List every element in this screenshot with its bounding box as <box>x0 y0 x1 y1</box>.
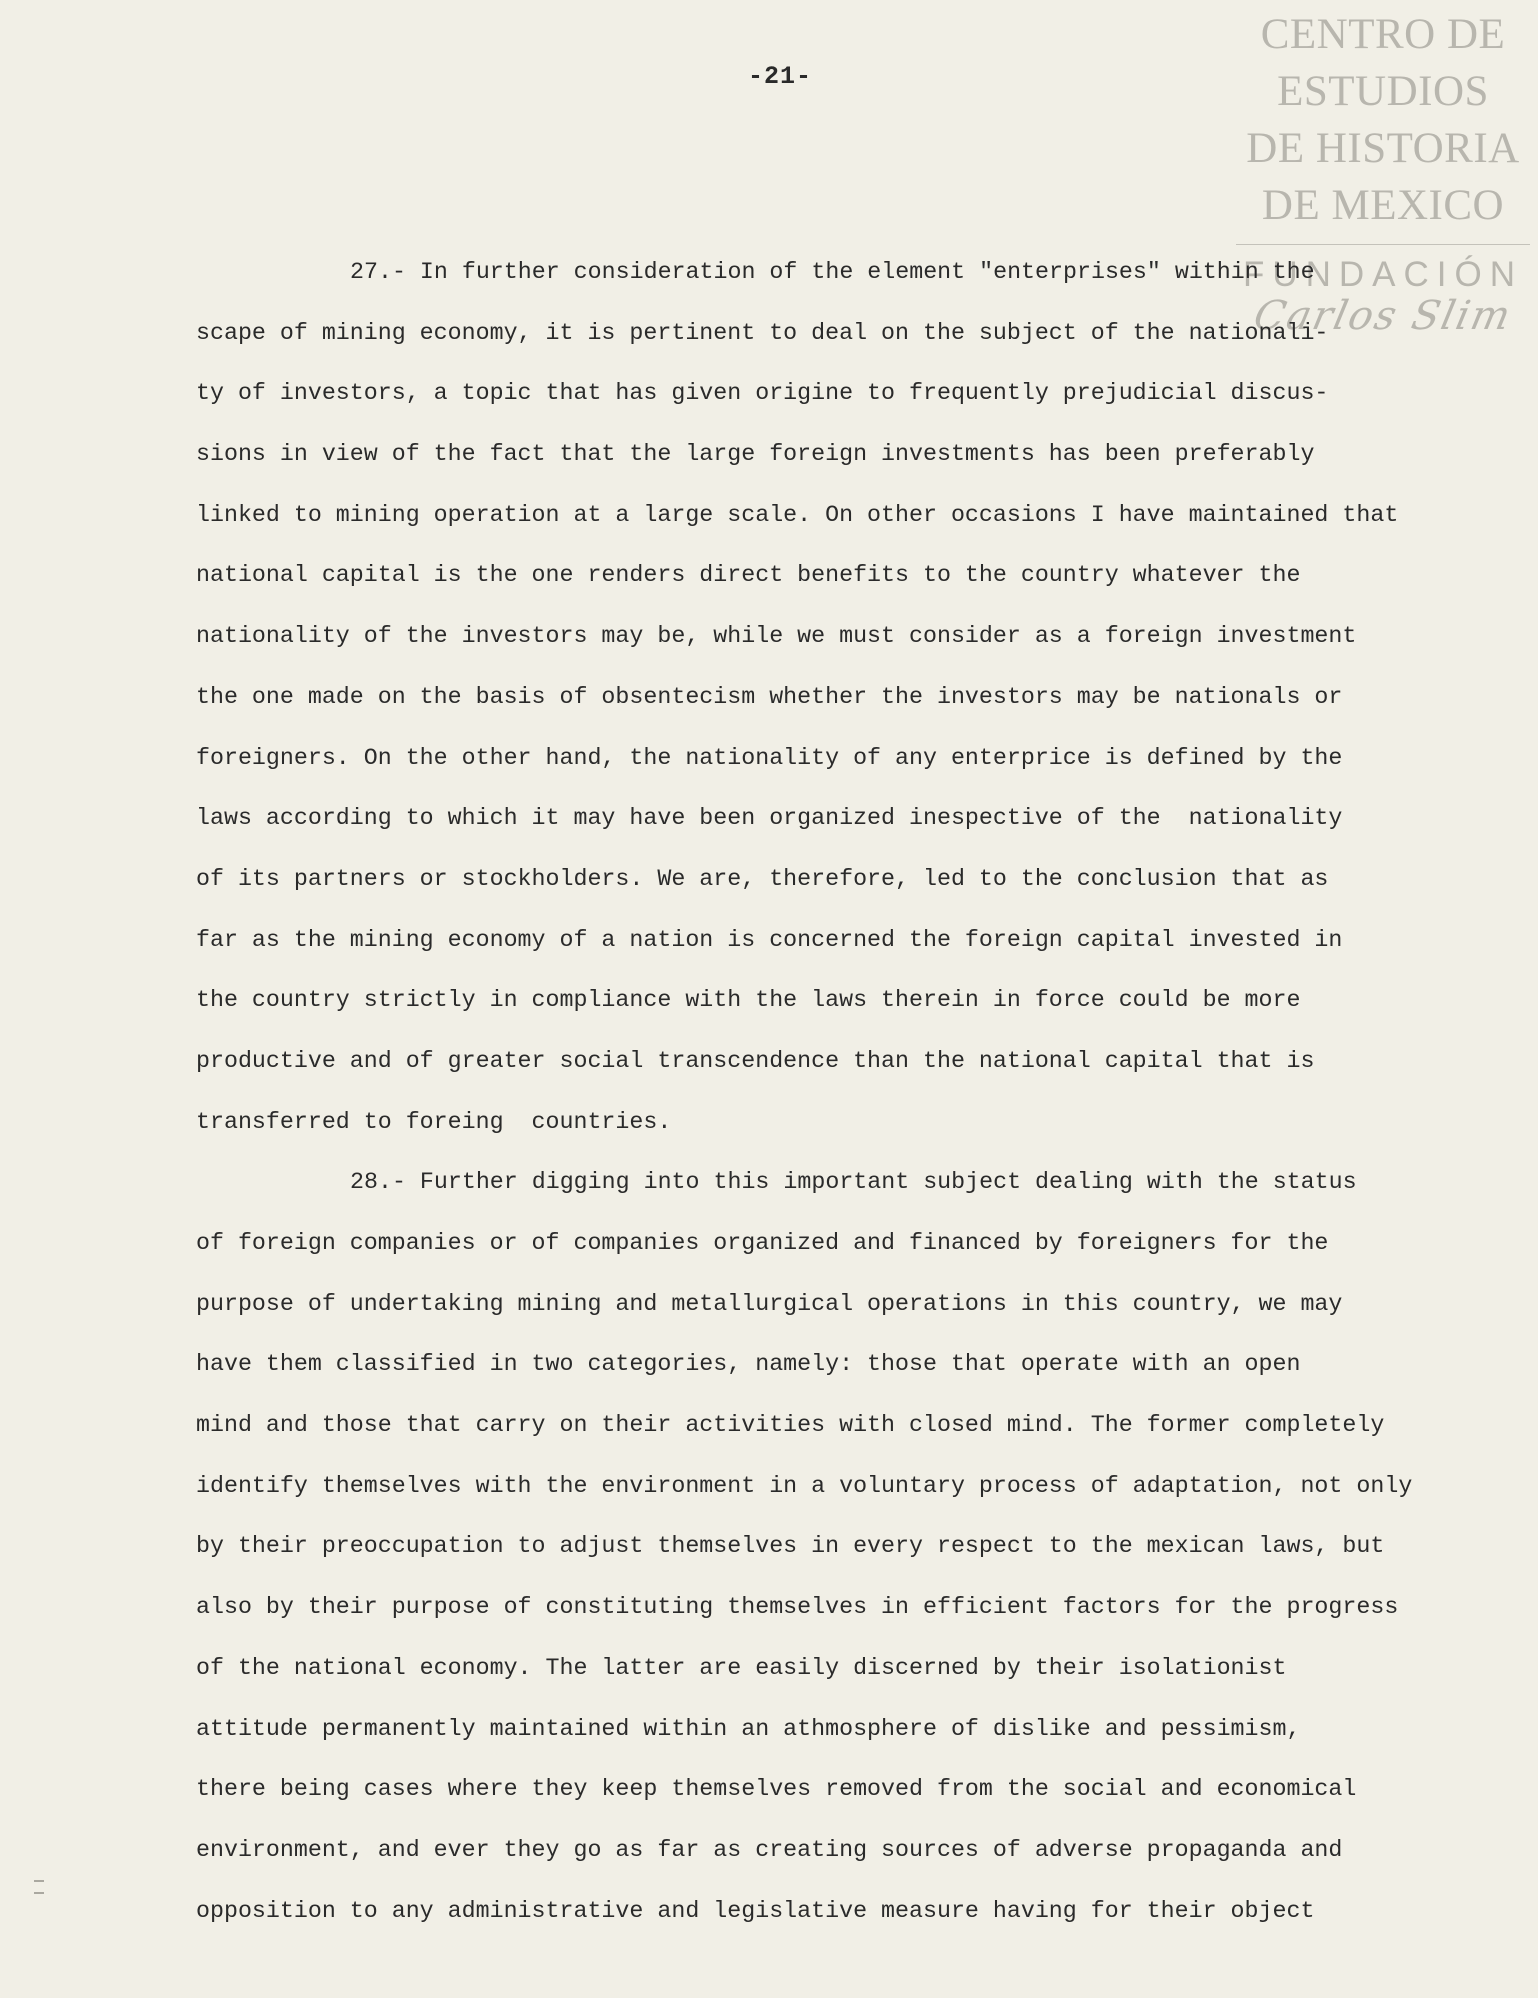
paragraph-27-line: ty of investors, a topic that has given origine to frequently prejudicial discus- <box>196 380 1329 407</box>
paragraph-28-line: opposition to any administrative and legislative measure having for their object <box>196 1897 1315 1924</box>
document-body <box>196 242 1536 1941</box>
margin-scan-marks <box>34 1880 44 1920</box>
paragraph-28-line: of foreign companies or of companies organized and financed by foreigners for the <box>196 1230 1329 1256</box>
paragraph-27-line: the country strictly in compliance with the laws therein in force could be more <box>196 987 1301 1014</box>
watermark-line: DE HISTORIA <box>1246 125 1520 172</box>
paragraph-27-line: productive and of greater social transcendence than the national capital that is <box>196 1047 1315 1074</box>
paragraph-27-line: foreigners. On the other hand, the nationality of any enterprice is defined by the <box>196 744 1343 771</box>
paragraph-28-line: by their preoccupation to adjust themselves in every respect to the mexican laws, but <box>196 1533 1385 1560</box>
paragraph-27-line: of its partners or stockholders. We are, therefore, led to the conclusion that as <box>196 865 1329 892</box>
paragraph-28-line: 28.- Further digging into this important subject dealing with the status <box>350 1169 1357 1196</box>
paragraph-27-line: the one made on the basis of obsentecism whether the investors may be nationals or <box>196 683 1343 710</box>
paragraph-28-line: purpose of undertaking mining and metallurgical operations in this country, we may <box>196 1290 1343 1317</box>
paragraph-28-line: of the national economy. The latter are easily discerned by their isolationist <box>196 1654 1287 1681</box>
paragraph-27-line: nationality of the investors may be, while we must consider as a foreign investment <box>196 623 1357 650</box>
watermark-signature: Carlos Slim <box>1249 293 1517 339</box>
paragraph-28-line: identify themselves with the environment in a voluntary process of adaptation, not only <box>196 1472 1413 1499</box>
paragraph-28-line: attitude permanently maintained within an athmosphere of dislike and pessimism, <box>196 1715 1301 1742</box>
paragraph-27-line: national capital is the one renders direct benefits to the country whatever the <box>196 562 1301 589</box>
paragraph-27-line: 27.- In further consideration of the element "enterprises" within the <box>350 259 1315 285</box>
watermark-foundation: FUNDACIÓN <box>1242 255 1524 294</box>
paragraph-27-line: linked to mining operation at a large scale. On other occasions I have maintained that <box>196 501 1399 528</box>
paragraph-28-line: there being cases where they keep themselves removed from the social and economical <box>196 1776 1357 1803</box>
paragraph-27-line: scape of mining economy, it is pertinent to deal on the subject of the nationali- <box>196 319 1329 346</box>
paragraph-28-line: have them classified in two categories, namely: those that operate with an open <box>196 1351 1301 1378</box>
paragraph-27-line: laws according to which it may have been organized inespective of the nationality <box>196 805 1343 832</box>
paragraph-27-line: far as the mining economy of a nation is concerned the foreign capital invested in <box>196 926 1343 953</box>
watermark-line: ESTUDIOS <box>1277 68 1489 115</box>
watermark-line: CENTRO DE <box>1260 11 1506 58</box>
paragraph-28-line: environment, and ever they go as far as creating sources of adverse propaganda and <box>196 1836 1343 1863</box>
paragraph-27-line: transferred to foreing countries. <box>196 1108 672 1135</box>
watermark-line: DE MEXICO <box>1261 182 1505 229</box>
paragraph-28-line: mind and those that carry on their activities with closed mind. The former completely <box>196 1412 1385 1439</box>
paragraph-27-line: sions in view of the fact that the large foreign investments has been preferably <box>196 441 1315 468</box>
page-number: -21- <box>747 62 812 91</box>
paragraph-28-line: also by their purpose of constituting themselves in efficient factors for the progress <box>196 1594 1399 1621</box>
